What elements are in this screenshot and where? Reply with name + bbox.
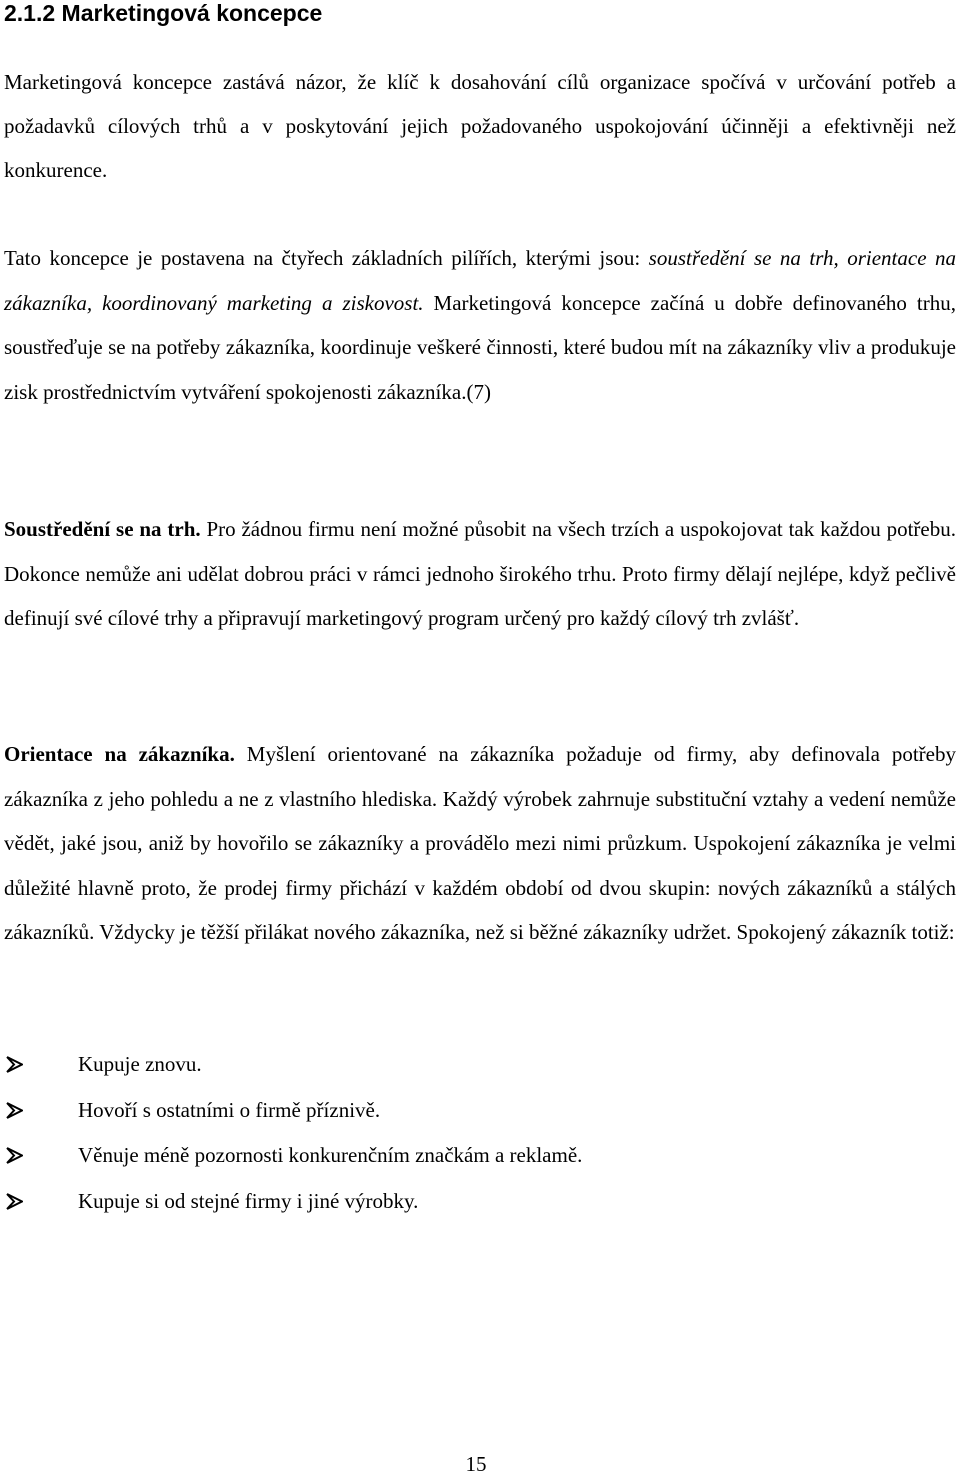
arrowhead-bullet-icon xyxy=(4,1147,78,1164)
list-item xyxy=(4,1088,582,1134)
page-number: 15 xyxy=(465,1452,487,1476)
paragraph-market-focus xyxy=(4,507,956,641)
paragraph-pillars xyxy=(4,236,956,414)
arrowhead-bullet-icon xyxy=(4,1193,78,1210)
list-item xyxy=(4,1042,582,1088)
satisfied-customer-list xyxy=(4,1042,582,1224)
customer-orientation-term: Orientace na zákazníka. xyxy=(4,742,235,766)
arrowhead-bullet-icon xyxy=(4,1056,78,1073)
pillars-rest-text: Marketingová koncepce začíná u dobře definovaného trhu, soustřeďuje se na potřeby zákazníka, koordinuje veškeré činnosti, které budou mít na zákazníky vliv a produkuje zisk prostřednictvím vytváření spokojenosti zákazníka.(7) xyxy=(4,290,956,404)
list-item-text: Věnuje méně pozornosti konkurenčním značkám a reklamě. xyxy=(78,1143,583,1168)
pillars-lead-text: Tato koncepce je postavena na čtyřech základních pilířích, kterými jsou: xyxy=(4,246,649,270)
pillars-italic-text: soustředění se na trh, orientace na zákazníka, koordinovaný marketing a ziskovost. xyxy=(4,246,956,315)
section-heading: 2.1.2 Marketingová koncepce xyxy=(4,0,323,26)
list-item xyxy=(4,1133,582,1179)
list-item-text: Kupuje si od stejné firmy i jiné výrobky. xyxy=(78,1188,419,1213)
paragraph-intro: Marketingová koncepce zastává názor, že klíč k dosahování cílů organizace spočívá v určování potřeb a požadavků cílových trhů a v poskytování jejich požadovaného uspokojování účinněji a efektivněji než konkurence. xyxy=(4,70,956,182)
list-item xyxy=(4,1179,582,1225)
list-item-text: Hovoří s ostatními o firmě příznivě. xyxy=(78,1097,381,1122)
market-focus-term: Soustředění se na trh. xyxy=(4,517,201,541)
customer-orientation-text: Myšlení orientované na zákazníka požaduje od firmy, aby definovala potřeby zákazníka z jeho pohledu a ne z vlastního hlediska. Každý výrobek zahrnuje substituční vztahy a vedení nemůže vědět, jaké jsou, aniž by hovořilo se zákazníky a provádělo mezi nimi průzkum. Uspokojení zákazníka je velmi důležité hlavně proto, že prodej firmy přichází v každém období od dvou skupin: nových zákazníků a stálých zákazníků. Vždycky je těžší přilákat nového zákazníka, než si běžné zákazníky udržet. Spokojený zákazník totiž: xyxy=(4,742,956,944)
market-focus-text: Pro žádnou firmu není možné působit na všech trzích a uspokojovat tak každou potřebu. Dokonce nemůže ani udělat dobrou práci v rámci jednoho širokého trhu. Proto firmy dělají nejlépe, když pečlivě definují své cílové trhy a připravují marketingový program určený pro každý cílový trh zvlášť. xyxy=(4,517,956,630)
arrowhead-bullet-icon xyxy=(4,1102,78,1119)
paragraph-customer-orientation xyxy=(4,732,956,955)
list-item-text: Kupuje znovu. xyxy=(78,1052,202,1077)
